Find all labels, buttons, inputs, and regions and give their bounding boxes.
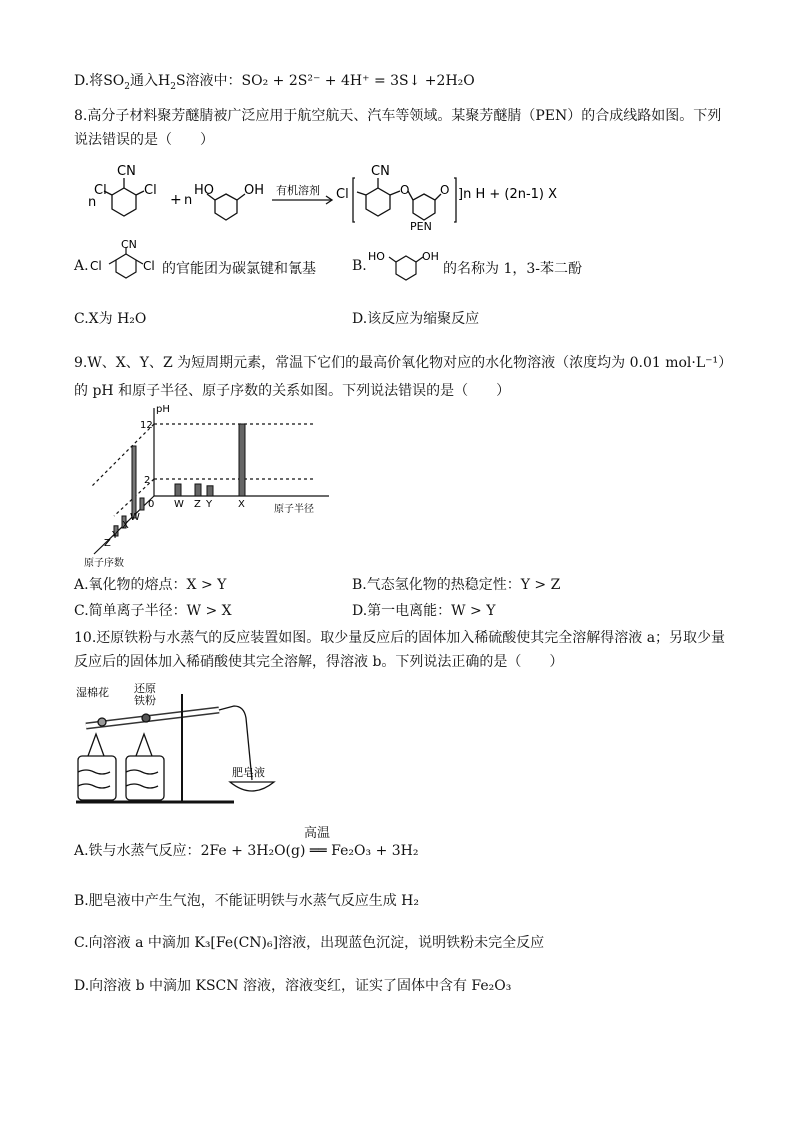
q10-option-c: C.向溶液 a 中滴加 K₃[Fe(CN)₆]溶液，出现蓝色沉淀，说明铁粉未完全反应 [74, 935, 545, 951]
ether-o-2: O [440, 183, 450, 197]
q8-option-c: C.X为 H₂O [74, 311, 147, 327]
benzene-ring-1 [112, 188, 136, 216]
bar-Z [195, 484, 201, 496]
alcohol-lamp-2 [126, 756, 164, 800]
q9-stem-line1: 9.W、X、Y、Z 为短周期元素，常温下它们的最高价氧化物对应的水化物溶液（浓度均为 0.01 mol·L⁻¹） [74, 355, 733, 371]
x-axis-label: 原子半径 [274, 504, 314, 515]
q8-option-a [74, 258, 89, 274]
q8b-oh: OH [422, 250, 439, 263]
q10a-prefix: A.铁与水蒸气反应： [74, 843, 201, 859]
coeff-n2: n [184, 193, 193, 208]
iron-label-2: 铁粉 [134, 694, 156, 707]
q9-option-a: A.氧化物的熔点：X > Y [74, 577, 227, 593]
q8a-cn: CN [121, 238, 137, 251]
q7d-tail: S溶液中： [175, 73, 242, 89]
xtick-Z: Z [194, 499, 201, 510]
h2s-formula: H [158, 73, 171, 89]
q8-stem-line2: 说法错误的是（ ） [74, 132, 214, 148]
depth-label-X: X [122, 520, 129, 531]
bar-Y [207, 486, 213, 496]
ytick-2: 2 [144, 475, 151, 486]
z-axis-label: 原子序数 [84, 558, 124, 569]
q8b-text: 的名称为 1，3-苯二酚 [443, 261, 582, 277]
ether-o: O [400, 183, 410, 197]
flame-1 [88, 734, 104, 756]
cl-atom-right: Cl [144, 183, 157, 198]
q10-option-b: B.肥皂液中产生气泡，不能证明铁与水蒸气反应生成 H₂ [74, 893, 420, 909]
soap-label: 肥皂液 [232, 766, 265, 779]
benzene-ring-2 [215, 194, 237, 220]
so2-formula: SO [103, 73, 125, 89]
q8-stem-line1: 8.高分子材料聚芳醚腈被广泛应用于航空航天、汽车等领域。某聚芳醚腈（PEN）的合成线路如图。下列 [74, 108, 722, 124]
q10-stem-line2: 反应后的固体加入稀硝酸使其完全溶解，得溶液 b。下列说法正确的是（ ） [74, 654, 564, 670]
q8a-structure [88, 240, 164, 280]
reagent-label: 有机溶剂 [276, 184, 320, 197]
q10-option-a [74, 840, 418, 860]
q8b-ho: HO [368, 250, 385, 263]
pen-label: PEN [410, 220, 432, 233]
depth-bar-W [140, 498, 144, 510]
q8a-label: A. [74, 258, 89, 274]
xtick-W: W [174, 499, 184, 510]
q7d-label: D.将 [74, 73, 104, 89]
ho-group: HO [194, 183, 215, 198]
xtick-X: X [238, 499, 245, 510]
q9-option-d: D.第一电离能：W > Y [352, 603, 496, 619]
q8a-text: 的官能团为碳氯键和氰基 [162, 261, 316, 277]
q9-chart [74, 404, 344, 572]
q7d-mid: 通入 [130, 73, 158, 89]
product-tail: ]n H + (2n-1) X [458, 187, 558, 202]
q10a-equation: 2Fe + 3H₂O(g) ══ Fe₂O₃ + 3H₂ [200, 843, 419, 859]
benzene-ring-3 [366, 188, 390, 216]
q10-stem-line1: 10.还原铁粉与水蒸气的反应装置如图。取少量反应后的固体加入稀硫酸使其完全溶解得溶液 a；另取少量 [74, 630, 726, 646]
oh-group: OH [244, 183, 265, 198]
depth-label-W: W [130, 512, 140, 523]
q8b-structure [366, 246, 446, 282]
q8a-cl-left: Cl [90, 259, 102, 273]
wet-cotton [98, 718, 106, 726]
plus-sign: + [170, 192, 182, 208]
cl-atom-left: Cl [94, 183, 107, 198]
q8-option-d: D.该反应为缩聚反应 [352, 311, 480, 327]
q9-option-c: C.简单离子半径：W > X [74, 603, 232, 619]
depth-bar-X [132, 446, 136, 518]
cn-group: CN [117, 164, 136, 179]
bar-W [175, 484, 181, 496]
q8-reaction-scheme [74, 158, 558, 233]
q10-apparatus [74, 682, 274, 810]
y-axis-label: pH [156, 404, 170, 415]
iron-powder [142, 714, 150, 722]
depth-label-Y: Y [112, 530, 119, 541]
q7-option-d: D.将$SO_2$通入$H_2S$溶液中：SO₂ + 2S²⁻ + 4H⁺ = 3S↓ +2H₂O [74, 73, 475, 92]
q9-stem-line2: 的 pH 和原子半径、原子序数的关系如图。下列说法错误的是（ ） [74, 383, 511, 399]
benzene-ring-4 [413, 194, 435, 220]
xtick-Y: Y [206, 499, 213, 510]
q10a-condition: 高温 [304, 826, 331, 841]
q7d-equation: SO₂ + 2S²⁻ + 4H⁺ = 3S↓ +2H₂O [241, 73, 475, 89]
bar-X [239, 424, 245, 496]
q10-option-d: D.向溶液 b 中滴加 KSCN 溶液，溶液变红，证实了固体中含有 Fe₂O₃ [74, 978, 512, 994]
iron-label-1: 还原 [134, 682, 156, 695]
q9-option-b: B.气态氢化物的热稳定性：Y > Z [352, 577, 561, 593]
ytick-0: 0 [148, 499, 155, 510]
depth-label-Z: Z [104, 538, 111, 549]
cotton-label: 湿棉花 [76, 686, 109, 699]
ytick-12: 12 [140, 420, 153, 431]
product-cl: Cl [336, 187, 349, 202]
q8a-cl-right: Cl [143, 259, 155, 273]
flame-2 [136, 734, 152, 756]
product-cn: CN [371, 164, 390, 179]
q8b-label: B. [352, 258, 367, 274]
evaporating-dish [230, 782, 274, 791]
alcohol-lamp-1 [78, 756, 116, 800]
coeff-n1: n [88, 195, 97, 210]
